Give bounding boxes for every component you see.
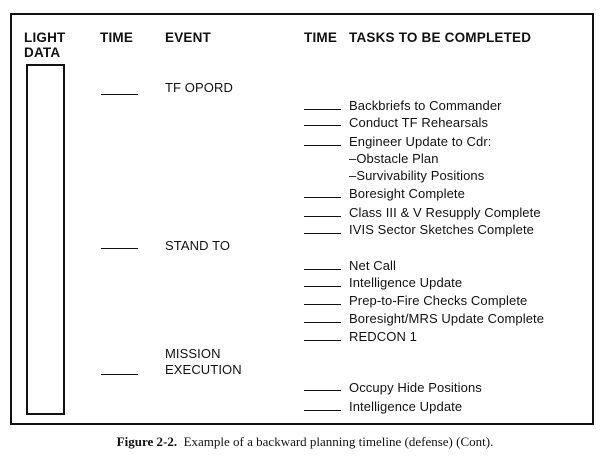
task-time-blank (304, 125, 341, 126)
event-tf-opord: TF OPORD (165, 80, 233, 95)
event-time-blank (101, 94, 138, 95)
event-execution: EXECUTION (165, 362, 242, 377)
task-time-blank (304, 286, 341, 287)
task-item: Backbriefs to Commander (349, 98, 502, 113)
event-time-blank (101, 374, 138, 375)
task-time-blank (304, 145, 341, 146)
task-time-blank (304, 197, 341, 198)
task-item: Engineer Update to Cdr: (349, 134, 492, 149)
task-item: Conduct TF Rehearsals (349, 115, 489, 130)
task-time-blank (304, 410, 341, 411)
header-tasks: TASKS TO BE COMPLETED (349, 30, 532, 45)
task-time-blank (304, 304, 341, 305)
figure-caption-text: Example of a backward planning timeline (defense) (Cont). (183, 434, 494, 449)
event-mission: MISSION (165, 346, 221, 361)
task-time-blank (304, 390, 341, 391)
task-item: REDCON 1 (349, 329, 417, 344)
task-item: Prep-to-Fire Checks Complete (349, 293, 528, 308)
light-data-box (26, 64, 65, 415)
task-subitem: –Survivability Positions (349, 168, 485, 183)
task-item: IVIS Sector Sketches Complete (349, 222, 534, 237)
event-stand-to: STAND TO (165, 238, 231, 253)
event-time-blank (101, 248, 138, 249)
task-time-blank (304, 216, 341, 217)
header-time-right: TIME (304, 30, 338, 45)
figure-caption-label: Figure 2-2. (116, 434, 178, 449)
header-light-data-text: LIGHT DATA (24, 30, 66, 60)
task-item: Class III & V Resupply Complete (349, 205, 541, 220)
task-subitem: –Obstacle Plan (349, 151, 439, 166)
task-item: Intelligence Update (349, 275, 463, 290)
task-time-blank (304, 269, 341, 270)
task-item: Boresight Complete (349, 186, 465, 201)
task-item: Occupy Hide Positions (349, 380, 482, 395)
task-time-blank (304, 109, 341, 110)
task-time-blank (304, 322, 341, 323)
task-time-blank (304, 233, 341, 234)
figure-caption (0, 434, 610, 450)
header-event: EVENT (165, 30, 212, 45)
task-item: Net Call (349, 258, 397, 273)
header-light-data (24, 30, 74, 60)
task-item: Intelligence Update (349, 399, 463, 414)
task-time-blank (304, 340, 341, 341)
header-time-left: TIME (100, 30, 134, 45)
task-item: Boresight/MRS Update Complete (349, 311, 545, 326)
